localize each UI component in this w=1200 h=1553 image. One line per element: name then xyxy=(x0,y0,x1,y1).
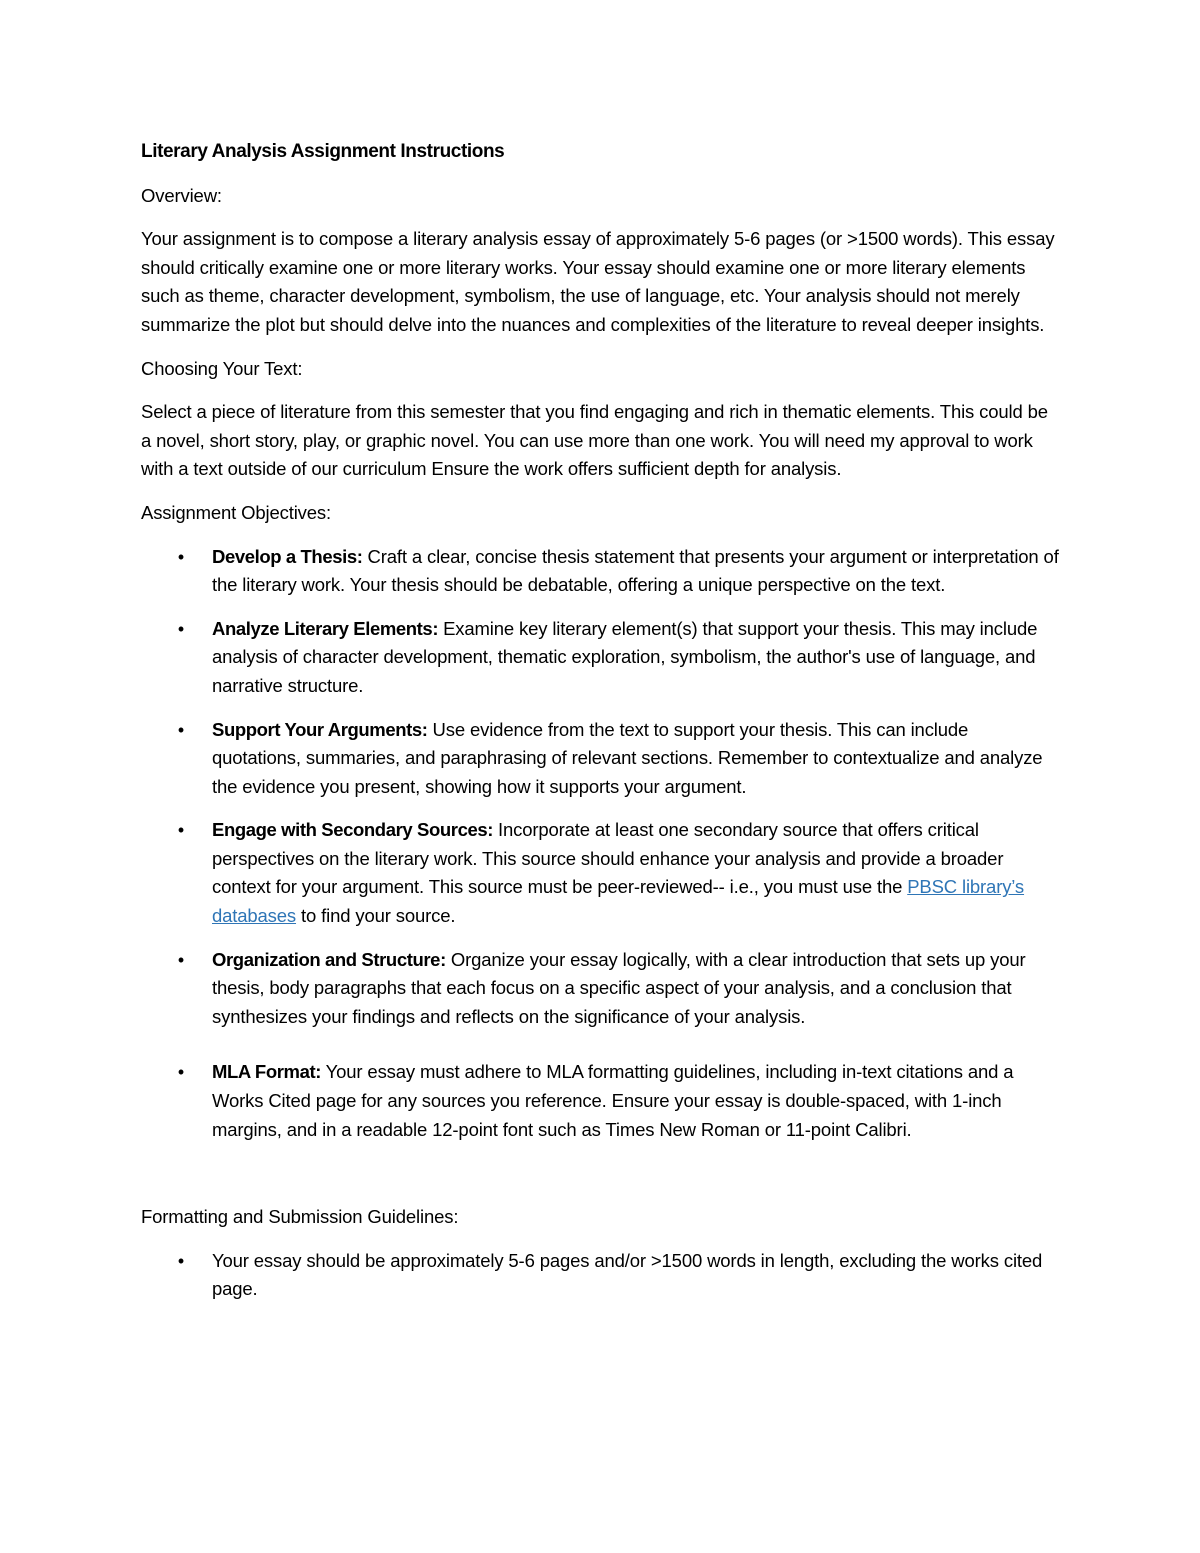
list-item xyxy=(141,1247,1061,1304)
choosing-text-heading: Choosing Your Text: xyxy=(141,357,303,379)
overview-paragraph: Your assignment is to compose a literary analysis essay of approximately 5-6 pages (or >1500 words). This essay should critically examine one or more literary works. Your essay should examine one or more literary elements such as theme, character development, symbolism, the use of language, etc. Your analysis should not merely summarize the plot but should delve into the nuances and complexities of the literature to reveal deeper insights. xyxy=(141,228,1055,335)
page-title: Literary Analysis Assignment Instructions xyxy=(141,141,505,162)
objective-term: Analyze Literary Elements: xyxy=(212,617,439,639)
bullet-icon: • xyxy=(177,546,185,567)
formatting-heading: Formatting and Submission Guidelines: xyxy=(141,1206,459,1228)
objective-text: Examine key literary element(s) that support your thesis. This may include analysis of character development, thematic exploration, symbolism, the author's use of language, and narrative structure. xyxy=(212,617,1038,696)
objective-text: Incorporate at least one secondary source that offers critical perspectives on the literary work. This source should enhance your analysis and provide a broader context for your argument. This source must be peer-reviewed-- i.e., you must use the xyxy=(212,819,1004,898)
bullet-icon: • xyxy=(177,618,185,639)
list-item xyxy=(141,716,1061,802)
bullet-icon: • xyxy=(177,949,185,970)
bullet-icon: • xyxy=(177,820,185,841)
formatting-list xyxy=(141,1247,1061,1304)
objective-term: Develop a Thesis: xyxy=(212,545,363,567)
bullet-icon: • xyxy=(177,1062,185,1083)
objective-term: Support Your Arguments: xyxy=(212,718,428,740)
objective-term: Organization and Structure: xyxy=(212,948,446,970)
objective-term: MLA Format: xyxy=(212,1061,321,1083)
list-item xyxy=(141,615,1061,701)
objective-text-after-link: to find your source. xyxy=(296,905,456,927)
guideline-text: Your essay should be approximately 5-6 pages and/or >1500 words in length, excluding the works cited page. xyxy=(212,1249,1043,1300)
list-item xyxy=(141,543,1061,600)
objectives-list xyxy=(141,543,1061,1145)
objectives-heading: Assignment Objectives: xyxy=(141,501,332,523)
pbsc-library-databases-link[interactable]: PBSC library’s databases xyxy=(212,876,1025,927)
bullet-icon: • xyxy=(177,719,185,740)
list-item xyxy=(141,816,1061,930)
overview-heading: Overview: xyxy=(141,184,222,206)
choosing-text-paragraph: Select a piece of literature from this semester that you find engaging and rich in thematic elements. This could be a novel, short story, play, or graphic novel. You can use more than one work. You will need my approval to work with a text outside of our curriculum Ensure the work offers sufficient depth for analysis. xyxy=(141,401,1048,480)
objective-text: Your essay must adhere to MLA formatting guidelines, including in-text citations and a Works Cited page for any sources you reference. Ensure your essay is double-spaced, with 1-inch margins, and in a readable 12-point font such as Times New Roman or 11-point Calibri. xyxy=(212,1061,1014,1140)
document-page xyxy=(141,138,1061,1319)
bullet-icon: • xyxy=(177,1250,185,1271)
list-item xyxy=(141,946,1061,1032)
objective-text: Organize your essay logically, with a clear introduction that sets up your thesis, body paragraphs that each focus on a specific aspect of your analysis, and a conclusion that synthesizes your findings and reflects on the significance of your analysis. xyxy=(212,948,1026,1027)
objective-text: Use evidence from the text to support your thesis. This can include quotations, summaries, and paraphrasing of relevant sections. Remember to contextualize and analyze the evidence you present, showing how it supports your argument. xyxy=(212,718,1043,797)
objective-text: Craft a clear, concise thesis statement that presents your argument or interpretation of the literary work. Your thesis should be debatable, offering a unique perspective on the text. xyxy=(212,545,1059,596)
list-item xyxy=(141,1058,1061,1144)
objective-term: Engage with Secondary Sources: xyxy=(212,819,493,841)
